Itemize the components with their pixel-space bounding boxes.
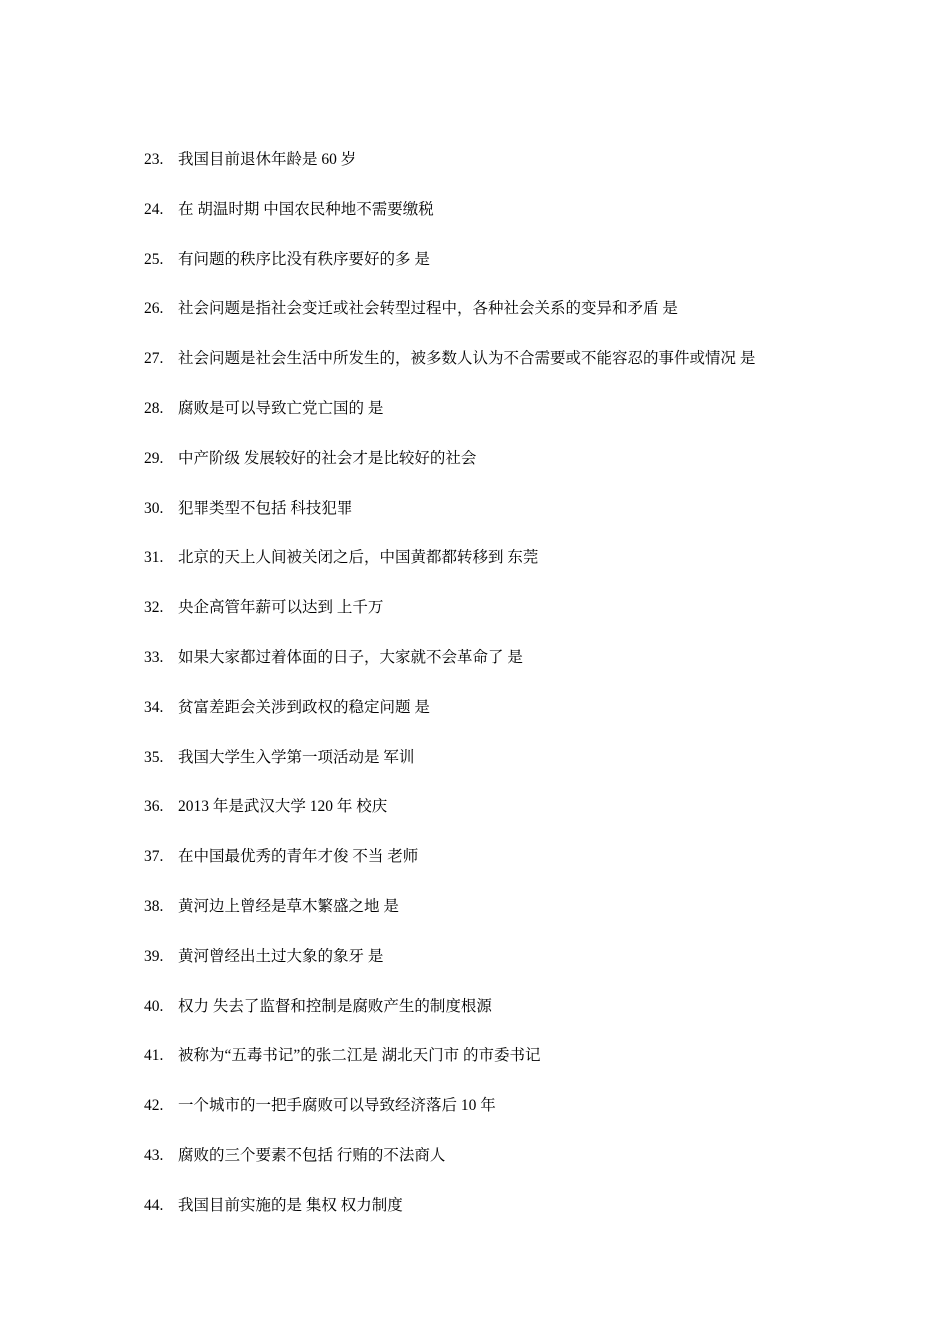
item-number: 23. xyxy=(144,151,164,168)
list-item xyxy=(144,1194,864,1244)
item-number: 25. xyxy=(144,250,164,268)
item-number: 27. xyxy=(144,350,164,368)
item-number: 33. xyxy=(144,648,164,666)
item-number: 24. xyxy=(144,200,164,218)
item-number: 37. xyxy=(144,848,164,866)
item-number: 29. xyxy=(144,449,164,467)
item-number: 43. xyxy=(144,1146,164,1164)
item-number: 36. xyxy=(144,798,164,816)
question-list xyxy=(144,148,864,1244)
list-item xyxy=(144,248,864,298)
list-item xyxy=(144,646,864,696)
item-number: 41. xyxy=(144,1047,164,1065)
item-number: 31. xyxy=(144,549,164,567)
item-text: 北京的天上人间被关闭之后，中国黄都都转移到 东莞 xyxy=(178,549,539,567)
item-text: 在中国最优秀的青年才俊 不当 老师 xyxy=(178,848,419,866)
list-item xyxy=(144,297,864,347)
item-text: 被称为“五毒书记”的张二江是 湖北天门市 的市委书记 xyxy=(178,1047,541,1065)
item-text: 我国大学生入学第一项活动是 军训 xyxy=(178,748,415,766)
item-text: 犯罪类型不包括 科技犯罪 xyxy=(178,499,353,517)
list-item xyxy=(144,895,864,945)
item-text: 权力 失去了监督和控制是腐败产生的制度根源 xyxy=(178,997,492,1015)
item-text: 中产阶级 发展较好的社会才是比较好的社会 xyxy=(178,449,477,467)
item-text: 社会问题是社会生活中所发生的，被多数人认为不合需要或不能容忍的事件或情况 是 xyxy=(178,350,756,368)
item-number: 35. xyxy=(144,748,164,766)
list-item xyxy=(144,845,864,895)
list-item xyxy=(144,1094,864,1144)
list-item xyxy=(144,746,864,796)
item-text: 我国目前退休年龄是 60 岁 xyxy=(178,151,357,168)
item-text: 社会问题是指社会变迁或社会转型过程中，各种社会关系的变异和矛盾 是 xyxy=(178,300,678,318)
item-text: 如果大家都过着体面的日子，大家就不会革命了 是 xyxy=(178,648,523,666)
item-number: 39. xyxy=(144,947,164,965)
list-item xyxy=(144,198,864,248)
list-item xyxy=(144,1044,864,1094)
item-text: 贫富差距会关涉到政权的稳定问题 是 xyxy=(178,698,430,716)
list-item xyxy=(144,347,864,397)
list-item xyxy=(144,596,864,646)
item-text: 有问题的秩序比没有秩序要好的多 是 xyxy=(178,250,430,268)
list-item xyxy=(144,447,864,497)
item-number: 32. xyxy=(144,599,164,617)
list-item xyxy=(144,696,864,746)
item-number: 34. xyxy=(144,698,164,716)
list-item xyxy=(144,397,864,447)
item-text: 腐败的三个要素不包括 行贿的不法商人 xyxy=(178,1146,446,1164)
list-item xyxy=(144,795,864,845)
list-item xyxy=(144,546,864,596)
list-item xyxy=(144,148,864,198)
item-number: 28. xyxy=(144,399,164,417)
item-number: 44. xyxy=(144,1196,164,1214)
list-item xyxy=(144,497,864,547)
item-text: 黄河曾经出土过大象的象牙 是 xyxy=(178,947,384,965)
item-text: 2013 年是武汉大学 120 年 校庆 xyxy=(178,798,388,816)
item-number: 38. xyxy=(144,897,164,915)
item-text: 一个城市的一把手腐败可以导致经济落后 10 年 xyxy=(178,1097,496,1115)
item-text: 在 胡温时期 中国农民种地不需要缴税 xyxy=(178,200,434,218)
item-text: 我国目前实施的是 集权 权力制度 xyxy=(178,1196,403,1214)
item-number: 26. xyxy=(144,300,164,318)
item-number: 30. xyxy=(144,499,164,517)
item-text: 央企高管年薪可以达到 上千万 xyxy=(178,599,384,617)
list-item xyxy=(144,995,864,1045)
list-item xyxy=(144,945,864,995)
item-number: 42. xyxy=(144,1097,164,1115)
item-number: 40. xyxy=(144,997,164,1015)
item-text: 腐败是可以导致亡党亡国的 是 xyxy=(178,399,384,417)
list-item xyxy=(144,1144,864,1194)
item-text: 黄河边上曾经是草木繁盛之地 是 xyxy=(178,897,399,915)
